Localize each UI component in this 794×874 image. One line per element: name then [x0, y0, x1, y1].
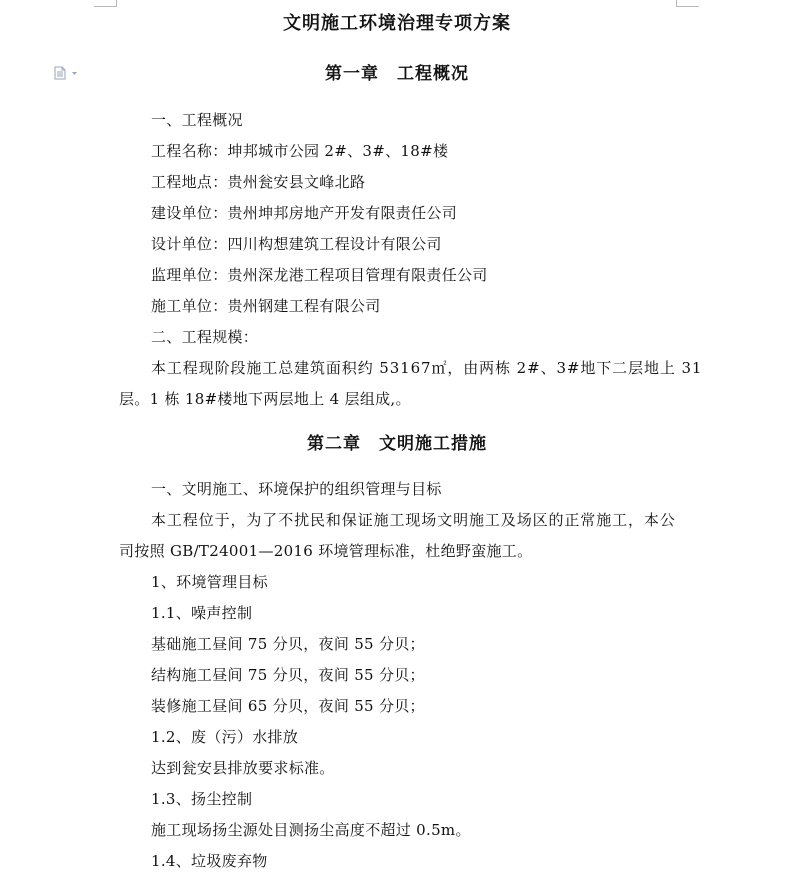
project-field-line: 建设单位：贵州坤邦房地产开发有限责任公司: [151, 204, 458, 222]
noise-limit-line: 结构施工昼间 75 分贝，夜间 55 分贝；: [151, 666, 425, 684]
project-field-line: 工程地点：贵州瓮安县文峰北路: [151, 173, 366, 191]
subsection-heading: 1.1、噪声控制: [151, 604, 253, 622]
section-heading: 一、工程概况: [151, 111, 243, 129]
project-field-line: 监理单位：贵州深龙港工程项目管理有限责任公司: [151, 266, 488, 284]
page-corner-mark-left: [94, 0, 117, 7]
paragraph-line: 本工程位于，为了不扰民和保证施工现场文明施工及场区的正常施工，本公: [151, 511, 676, 529]
project-field-line: 施工单位：贵州钢建工程有限公司: [151, 297, 381, 315]
subsection-heading: 1.3、扬尘控制: [151, 790, 253, 808]
noise-limit-line: 基础施工昼间 75 分贝，夜间 55 分贝；: [151, 635, 425, 653]
section-heading: 一、文明施工、环境保护的组织管理与目标: [151, 480, 442, 498]
project-field-line: 设计单位：四川构想建筑工程设计有限公司: [151, 235, 442, 253]
paragraph-line: 本工程现阶段施工总建筑面积约 53167㎡，由两栋 2#、3#地下二层地上 31: [151, 359, 703, 377]
project-field-line: 工程名称：坤邦城市公园 2#、3#、18#楼: [151, 142, 449, 160]
chapter-1-heading: 第一章 工程概况: [325, 64, 469, 84]
subsection-heading: 1、环境管理目标: [151, 573, 268, 591]
page-corner-mark-right: [676, 0, 699, 7]
section-heading: 二、工程规模：: [151, 328, 259, 346]
paragraph-line: 达到瓮安县排放要求标准。: [151, 759, 335, 777]
document-title: 文明施工环境治理专项方案: [283, 13, 511, 34]
subsection-heading: 1.2、废（污）水排放: [151, 728, 299, 746]
subsection-heading: 1.4、垃圾废弃物: [151, 852, 268, 870]
paragraph-line: 司按照 GB/T24001—2016 环境管理标准，杜绝野蛮施工。: [119, 542, 533, 560]
chapter-2-heading: 第二章 文明施工措施: [307, 434, 487, 454]
paragraph-line: 施工现场扬尘源处目测扬尘高度不超过 0.5m。: [151, 821, 471, 839]
noise-limit-line: 装修施工昼间 65 分贝，夜间 55 分贝；: [151, 697, 425, 715]
paragraph-line: 层。1 栋 18#楼地下两层地上 4 层组成,。: [119, 390, 411, 408]
